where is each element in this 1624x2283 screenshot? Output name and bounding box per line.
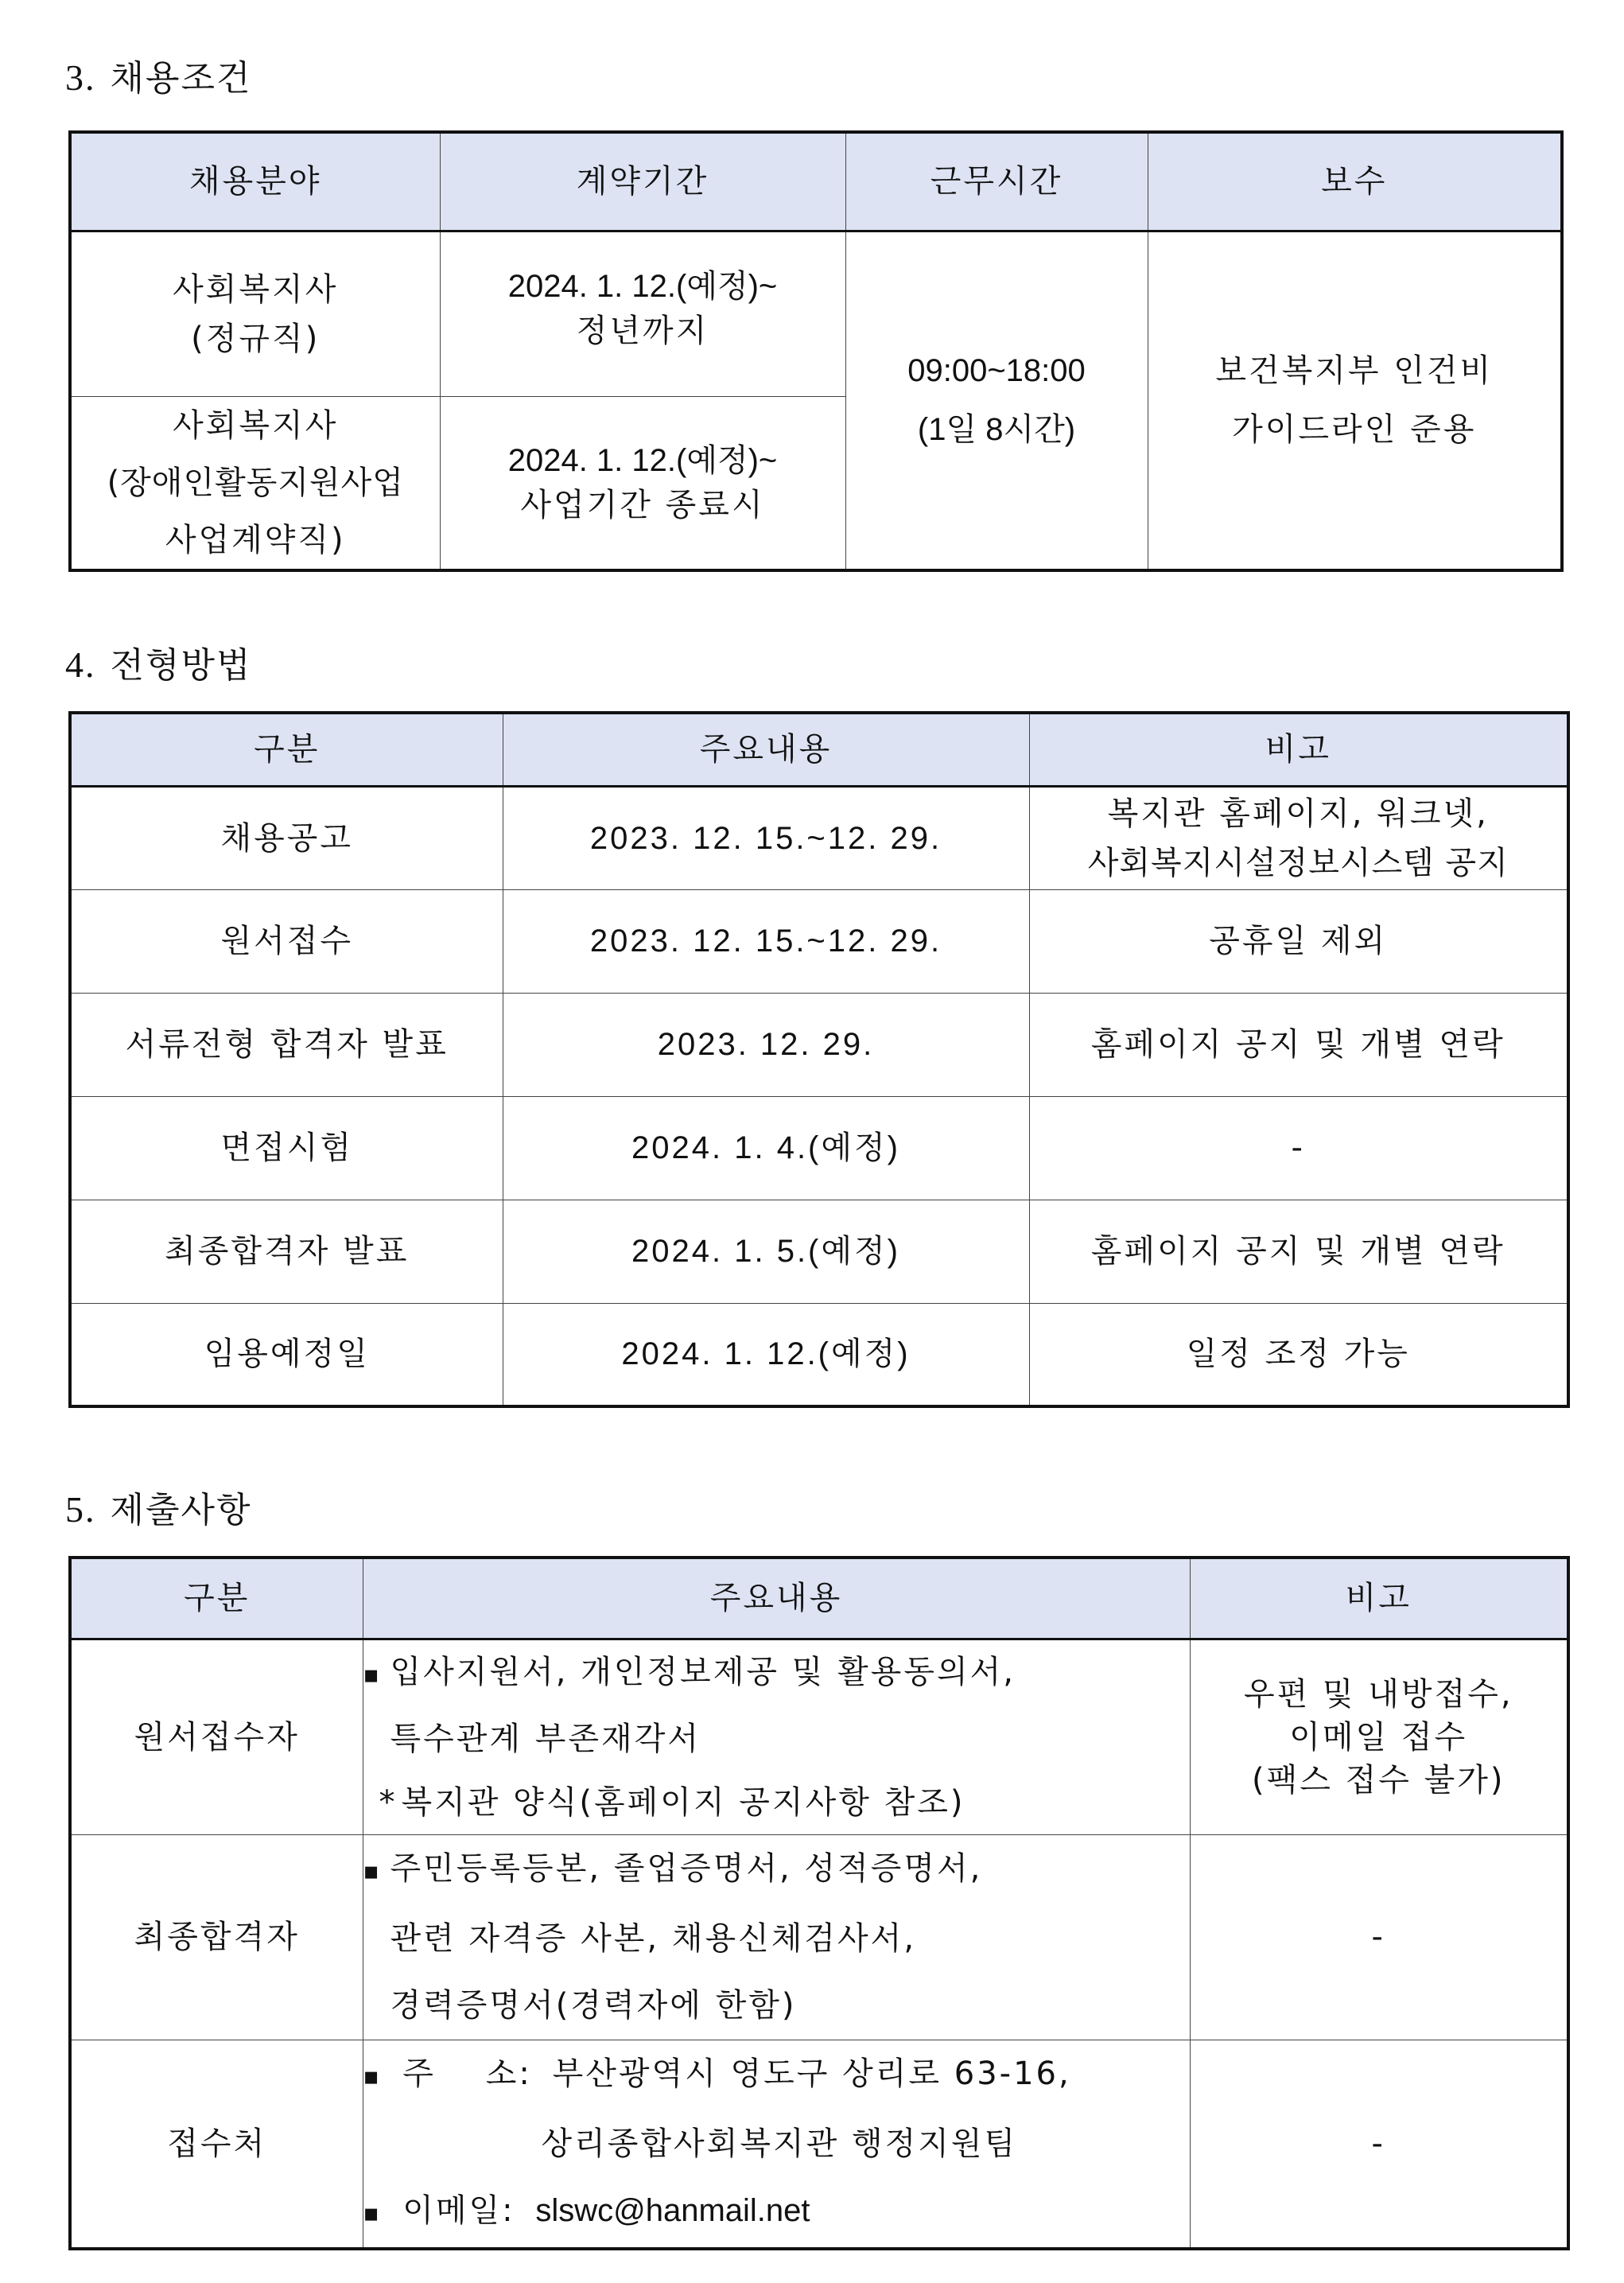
period-cell: 2024. 1. 12.(예정)~ 사업기간 종료시 xyxy=(440,396,845,570)
header-content: 주요내용 xyxy=(363,1558,1190,1639)
section3-heading xyxy=(65,49,252,100)
work-hours-cell: 09:00~18:00 (1일 8시간) xyxy=(845,231,1148,570)
address-label: 주 소: xyxy=(402,2055,532,2092)
section4-heading xyxy=(65,636,252,687)
category-cell: 접수처 xyxy=(70,2040,363,2249)
category-cell: 원서접수 xyxy=(70,889,503,993)
period-cell: 2024. 1. 12.(예정)~ 정년까지 xyxy=(440,231,845,396)
submission-table xyxy=(68,1556,1570,2250)
content-cell: 2024. 1. 5.(예정) xyxy=(503,1200,1029,1303)
section-number: 4. xyxy=(65,644,96,685)
category-cell: 원서접수자 xyxy=(70,1639,363,1834)
content-cell: ▪ 입사지원서, 개인정보제공 및 활용동의서, 특수관계 부존재각서 * 복지관 양식(홈페이지 공지사항 참조) xyxy=(363,1639,1190,1834)
category-cell: 최종합격자 발표 xyxy=(70,1200,503,1303)
address-line2: 상리종합사회복지관 행정지원팀 xyxy=(541,2125,1018,2162)
table-row xyxy=(70,993,1568,1096)
section-title: 채용조건 xyxy=(110,58,252,99)
table-row xyxy=(70,1096,1568,1200)
header-category: 구분 xyxy=(70,1558,363,1639)
section-number: 5. xyxy=(65,1489,96,1530)
header-work-hours: 근무시간 xyxy=(845,132,1148,231)
pay-cell: 보건복지부 인건비 가이드라인 준용 xyxy=(1148,231,1562,570)
content-cell: 2023. 12. 15.~12. 29. xyxy=(503,889,1029,993)
email-label: 이메일: xyxy=(402,2192,515,2229)
field-cell: 사회복지사 (정규직) xyxy=(70,231,440,396)
note-cell: 우편 및 내방접수, 이메일 접수 (팩스 접수 불가) xyxy=(1190,1639,1568,1834)
note-cell: - xyxy=(1190,1834,1568,2040)
category-cell: 면접시험 xyxy=(70,1096,503,1200)
section-number: 3. xyxy=(65,57,96,98)
selection-process-table xyxy=(68,711,1570,1408)
category-cell: 최종합격자 xyxy=(70,1834,363,2040)
employment-conditions-table xyxy=(68,130,1564,572)
note-cell: 복지관 홈페이지, 워크넷, 사회복지시설정보시스템 공지 xyxy=(1029,786,1568,889)
address-line1: 부산광역시 영도구 상리로 63-16, xyxy=(552,2055,1071,2092)
header-note: 비고 xyxy=(1190,1558,1568,1639)
header-category: 구분 xyxy=(70,713,503,786)
content-cell: 2023. 12. 29. xyxy=(503,993,1029,1096)
header-note: 비고 xyxy=(1029,713,1568,786)
table-row xyxy=(70,1200,1568,1303)
header-content: 주요내용 xyxy=(503,713,1029,786)
table-row xyxy=(70,1834,1568,2040)
content-cell xyxy=(363,2040,1190,2249)
content-cell: 2023. 12. 15.~12. 29. xyxy=(503,786,1029,889)
content-cell: 2024. 1. 4.(예정) xyxy=(503,1096,1029,1200)
note-cell: - xyxy=(1190,2040,1568,2249)
table-row xyxy=(70,231,1562,396)
field-cell: 사회복지사 (장애인활동지원사업 사업계약직) xyxy=(70,396,440,570)
category-cell: 채용공고 xyxy=(70,786,503,889)
section-title: 전형방법 xyxy=(110,645,252,686)
note-cell: 홈페이지 공지 및 개별 연락 xyxy=(1029,993,1568,1096)
note-cell: 공휴일 제외 xyxy=(1029,889,1568,993)
header-period: 계약기간 xyxy=(440,132,845,231)
section-title: 제출사항 xyxy=(110,1490,252,1530)
table-row xyxy=(70,889,1568,993)
category-cell: 임용예정일 xyxy=(70,1303,503,1406)
table-row xyxy=(70,1303,1568,1406)
table-row xyxy=(70,786,1568,889)
header-pay: 보수 xyxy=(1148,132,1562,231)
section5-heading xyxy=(65,1481,252,1532)
table-row xyxy=(70,2040,1568,2249)
note-cell: 홈페이지 공지 및 개별 연락 xyxy=(1029,1200,1568,1303)
category-cell: 서류전형 합격자 발표 xyxy=(70,993,503,1096)
note-cell: 일정 조정 가능 xyxy=(1029,1303,1568,1406)
header-field: 채용분야 xyxy=(70,132,440,231)
table-row xyxy=(70,1639,1568,1834)
email-address: slswc@hanmail.net xyxy=(535,2192,810,2228)
content-cell: ▪ 주민등록등본, 졸업증명서, 성적증명서, 관련 자격증 사본, 채용신체검사서, 경력증명서(경력자에 한함) xyxy=(363,1834,1190,2040)
note-cell: - xyxy=(1029,1096,1568,1200)
content-cell: 2024. 1. 12.(예정) xyxy=(503,1303,1029,1406)
asterisk-mark: * xyxy=(379,1783,398,1821)
